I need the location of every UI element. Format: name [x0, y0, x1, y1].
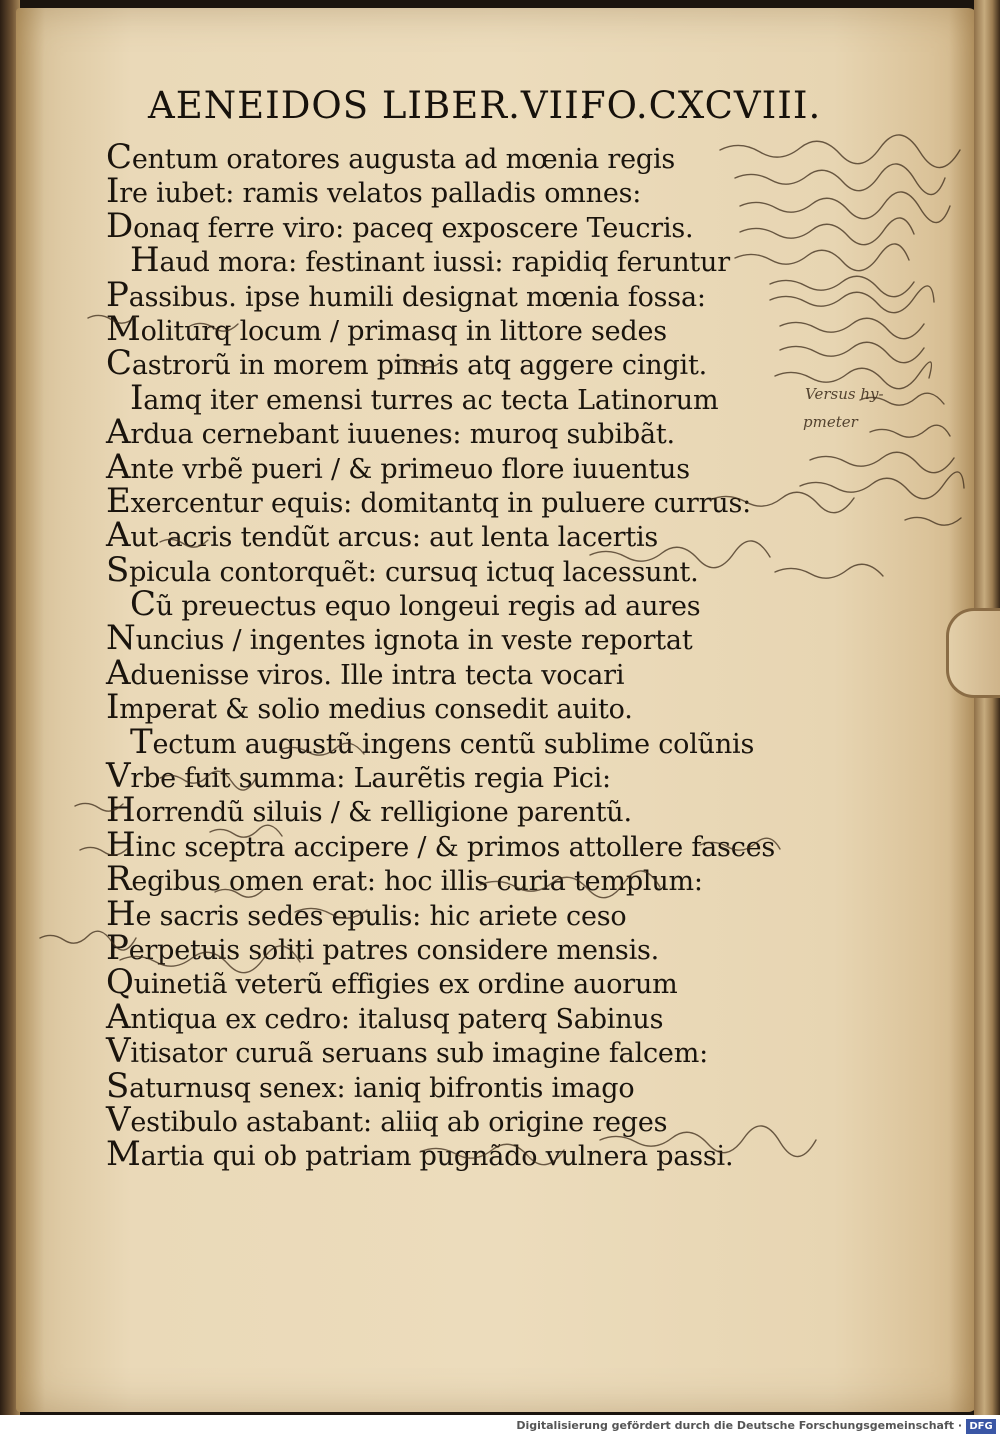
verse-line: Castrorũ in morem pinnis atq aggere cingit. [106, 343, 707, 384]
verse-line: Horrendũ siluis / & relligione parentũ. [106, 790, 632, 831]
verse-line: Passibus. ipse humili designat mœnia fossa: [106, 274, 706, 315]
verse-line: Cũ preuectus equo longeui regis ad aures [130, 584, 701, 625]
verse-line: Centum oratores augusta ad mœnia regis [106, 137, 676, 177]
verse-line: Ante vrbẽ pueri / & primeuo flore iuuentus [106, 446, 690, 487]
verse-line: Vrbe fuit summa: Laurẽtis regia Pici: [106, 756, 611, 797]
verse-line: Vestibulo astabant: aliiq ab origine reges [106, 1099, 668, 1140]
verse-line: Ire iubet: ramis velatos palladis omnes: [106, 171, 642, 212]
verse-line: Aduenisse viros. Ille intra tecta vocari [106, 652, 625, 693]
verse-line: Antiqua ex cedro: italusq paterq Sabinus [106, 996, 664, 1037]
verse-line: Ardua cernebant iuuenes: muroq subibãt. [106, 412, 675, 453]
verse-line: Nuncius / ingentes ignota in veste reportat [106, 618, 693, 659]
verse-line: Hinc sceptra accipere / & primos attollere fasces [106, 824, 776, 865]
margin-note: pmeter [803, 413, 858, 431]
verse-line: Haud mora: festinant iussi: rapidiq feruntur [130, 240, 730, 281]
verse-block [106, 137, 786, 1175]
book-clasp [946, 608, 1000, 698]
verse-line: Saturnusq senex: ianiq bifrontis imago [106, 1065, 635, 1106]
verse-line: Vitisator curuã seruans sub imagine falcem: [106, 1031, 709, 1072]
verse-line: Perpetuis soliti patres considere mensis. [106, 927, 660, 968]
verse-line: Tectum augustũ ingens centũ sublime colũnis [130, 721, 755, 762]
verse-line: Moliturq locum / primasq in littore sedes [106, 308, 667, 349]
verse-line: Donaq ferre viro: paceq exposcere Teucris. [106, 205, 694, 246]
verse-line: Martia qui ob patriam pugnãdo vulnera passi. [106, 1134, 734, 1175]
verse-line: Spicula contorquẽt: cursuq ictuq lacessunt. [106, 549, 699, 590]
verse-line: Aut acris tendũt arcus: aut lenta lacertis [106, 515, 659, 556]
verse-line: Iamq iter emensi turres ac tecta Latinorum [130, 377, 719, 418]
page-fore-edge [974, 0, 1000, 1415]
funding-credit: Digitalisierung gefördert durch die Deutsche Forschungsgemeinschaft · [516, 1419, 962, 1432]
verse-line: He sacris sedes epulis: hic ariete ceso [106, 893, 627, 934]
verse-line: Regibus omen erat: hoc illis curia templum: [106, 859, 703, 900]
folio-number: FO.CXCVIII. [580, 84, 822, 127]
running-header [148, 84, 828, 134]
footer-bar [0, 1415, 1000, 1439]
verse-line: Exercentur equis: domitantq in puluere currus: [106, 480, 752, 521]
marginal-notes [725, 135, 975, 535]
verse-line: Quinetiã veterũ effigies ex ordine auorum [106, 962, 678, 1003]
running-title: AENEIDOS LIBER.VII. [148, 84, 593, 127]
dfg-logo: DFG [966, 1419, 996, 1434]
margin-note: Versus hy- [805, 385, 884, 403]
verse-line: Imperat & solio medius consedit auito. [106, 687, 633, 728]
